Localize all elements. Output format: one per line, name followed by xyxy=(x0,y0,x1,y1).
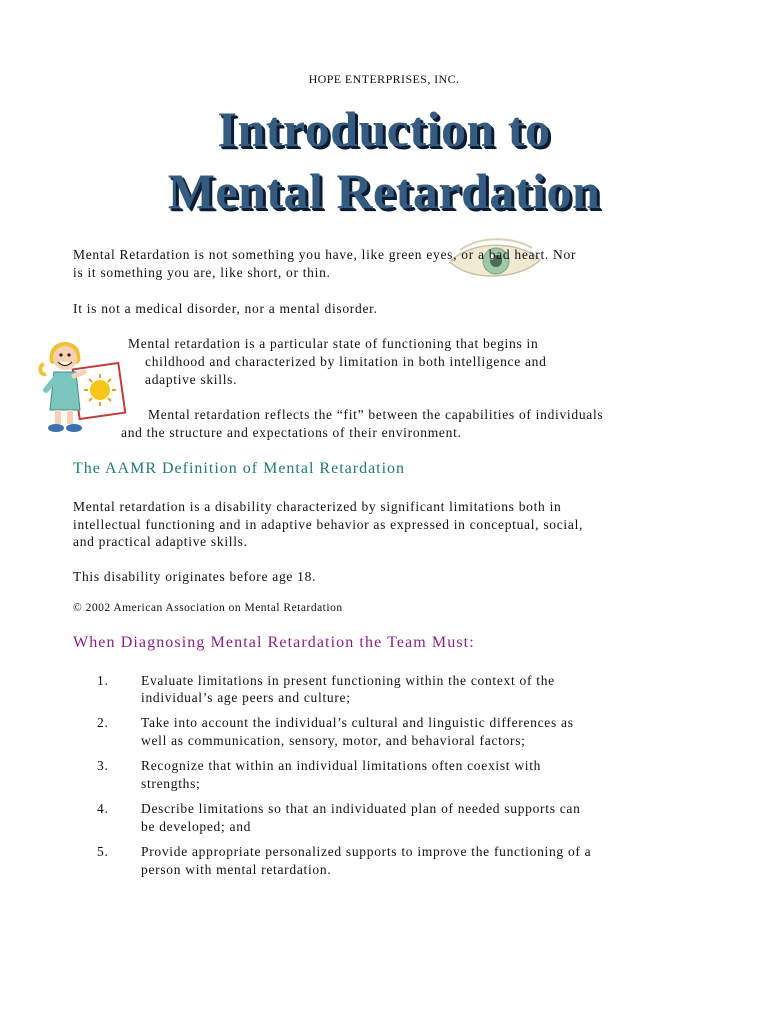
list-item-4-number: 4. xyxy=(97,801,109,816)
intro-paragraph-4-line-1: Mental retardation reflects the “fit” between the capabilities of individuals xyxy=(148,407,604,422)
list-item-2-line-2: well as communication, sensory, motor, and behavioral factors; xyxy=(141,733,526,748)
aamr-paragraph-line-2: intellectual functioning and in adaptive behavior as expressed in conceptual, social, xyxy=(73,517,584,532)
list-item-5-line-1: Provide appropriate personalized supports to improve the functioning of a xyxy=(141,844,592,859)
aamr-paragraph-line-1: Mental retardation is a disability characterized by significant limitations both in xyxy=(73,499,562,514)
aamr-heading: The AAMR Definition of Mental Retardation xyxy=(73,460,406,477)
company-name: HOPE ENTERPRISES, INC. xyxy=(308,72,460,86)
intro-paragraph-3-line-2: childhood and characterized by limitation in both intelligence and xyxy=(145,354,547,369)
diagnosis-heading: When Diagnosing Mental Retardation the Team Must: xyxy=(73,634,475,651)
aamr-origin-statement: This disability originates before age 18. xyxy=(73,569,317,584)
page-title-line-1: Introduction to xyxy=(217,101,551,157)
list-item-1-number: 1. xyxy=(97,673,109,688)
aamr-paragraph-line-3: and practical adaptive skills. xyxy=(73,534,248,549)
intro-paragraph-1-line-2: is it something you are, like short, or thin. xyxy=(73,265,331,280)
list-item-3-number: 3. xyxy=(97,758,109,773)
list-item-2-number: 2. xyxy=(97,715,109,730)
list-item-4-line-1: Describe limitations so that an individuated plan of needed supports can xyxy=(141,801,581,816)
list-item-1-line-2: individual’s age peers and culture; xyxy=(141,690,351,705)
aamr-copyright: © 2002 American Association on Mental Retardation xyxy=(73,602,343,614)
child-drawing-icon xyxy=(36,336,128,436)
list-item-2-line-1: Take into account the individual’s cultural and linguistic differences as xyxy=(141,715,574,730)
list-item-5-line-2: person with mental retardation. xyxy=(141,862,332,877)
list-item-3-line-1: Recognize that within an individual limitations often coexist with xyxy=(141,758,542,773)
intro-paragraph-3-line-3: adaptive skills. xyxy=(145,372,238,387)
intro-paragraph-3-line-1: Mental retardation is a particular state of functioning that begins in xyxy=(128,336,539,351)
list-item-5-number: 5. xyxy=(97,844,109,859)
list-item-1-line-1: Evaluate limitations in present functioning within the context of the xyxy=(141,673,555,688)
intro-paragraph-2: It is not a medical disorder, nor a mental disorder. xyxy=(73,301,378,316)
list-item-3-line-2: strengths; xyxy=(141,776,201,791)
page-title-line-2: Mental Retardation xyxy=(167,163,601,219)
list-item-4-line-2: be developed; and xyxy=(141,819,252,834)
intro-paragraph-4-line-2: and the structure and expectations of their environment. xyxy=(121,425,462,440)
intro-paragraph-1-line-1: Mental Retardation is not something you have, like green eyes, or a bad heart. Nor xyxy=(73,247,577,262)
